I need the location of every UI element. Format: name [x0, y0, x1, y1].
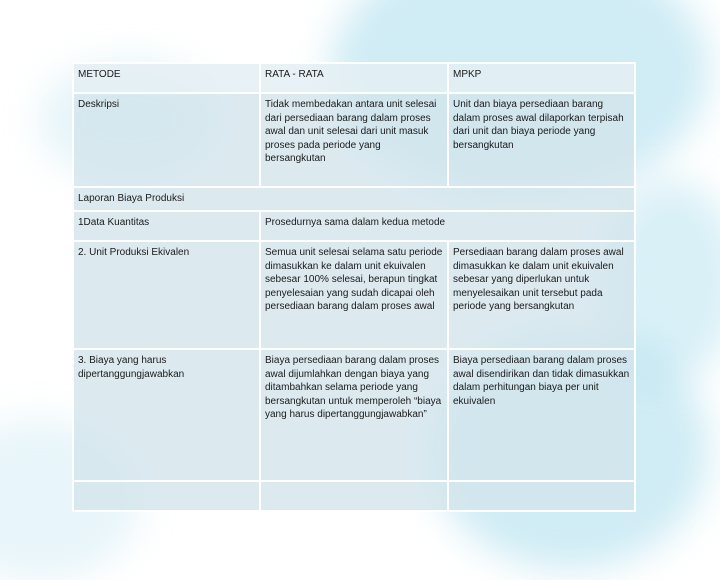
header-rata-rata: RATA - RATA	[260, 63, 448, 93]
cell-unit-ekivalen-mpkp: Persediaan barang dalam proses awal dimasukkan ke dalam unit ekuivalen sebesar yang diperlukan untuk menyelesaikan unit tersebut pada periode yang bersangkutan	[448, 241, 635, 349]
cell-laporan-biaya-produksi: Laporan Biaya Produksi	[73, 187, 635, 211]
table-row-laporan	[73, 187, 635, 211]
cell-biaya-mpkp: Biaya persediaan barang dalam proses awal disendirikan dan tidak dimasukkan dalam perhitungan biaya per unit ekuivalen	[448, 349, 635, 481]
cell-kuantitas-label: 1Data Kuantitas	[73, 211, 260, 241]
cell-biaya-label: 3. Biaya yang harus dipertanggungjawabkan	[73, 349, 260, 481]
table-row-kuantitas	[73, 211, 635, 241]
header-metode: METODE	[73, 63, 260, 93]
cell-empty-3	[448, 481, 635, 511]
cell-empty-1	[73, 481, 260, 511]
header-mpkp: MPKP	[448, 63, 635, 93]
comparison-table	[72, 62, 636, 512]
table-row-deskripsi	[73, 93, 635, 187]
table-row-empty	[73, 481, 635, 511]
cell-deskripsi-mpkp: Unit dan biaya persediaan barang dalam proses awal dilaporkan terpisah dari unit dan biaya periode yang bersangkutan	[448, 93, 635, 187]
table-row-biaya	[73, 349, 635, 481]
table-row-unit-ekivalen	[73, 241, 635, 349]
cell-unit-ekivalen-label: 2. Unit Produksi Ekivalen	[73, 241, 260, 349]
cell-kuantitas-prosedur: Prosedurnya sama dalam kedua metode	[260, 211, 635, 241]
cell-deskripsi-rata-rata: Tidak membedakan antara unit selesai dari persediaan barang dalam proses awal dan unit selesai dari unit masuk proses pada periode yang bersangkutan	[260, 93, 448, 187]
cell-empty-2	[260, 481, 448, 511]
cell-deskripsi-label: Deskripsi	[73, 93, 260, 187]
cell-biaya-rata-rata: Biaya persediaan barang dalam proses awal dijumlahkan dengan biaya yang ditambahkan selama periode yang bersangkutan untuk memperoleh “biaya yang harus dipertanggungjawabkan”	[260, 349, 448, 481]
table-header-row	[73, 63, 635, 93]
cell-unit-ekivalen-rata-rata: Semua unit selesai selama satu periode dimasukkan ke dalam unit ekuivalen sebesar 100% selesai, berapun tingkat penyelesaian yang sudah dicapai oleh persediaan barang dalam proses awal	[260, 241, 448, 349]
